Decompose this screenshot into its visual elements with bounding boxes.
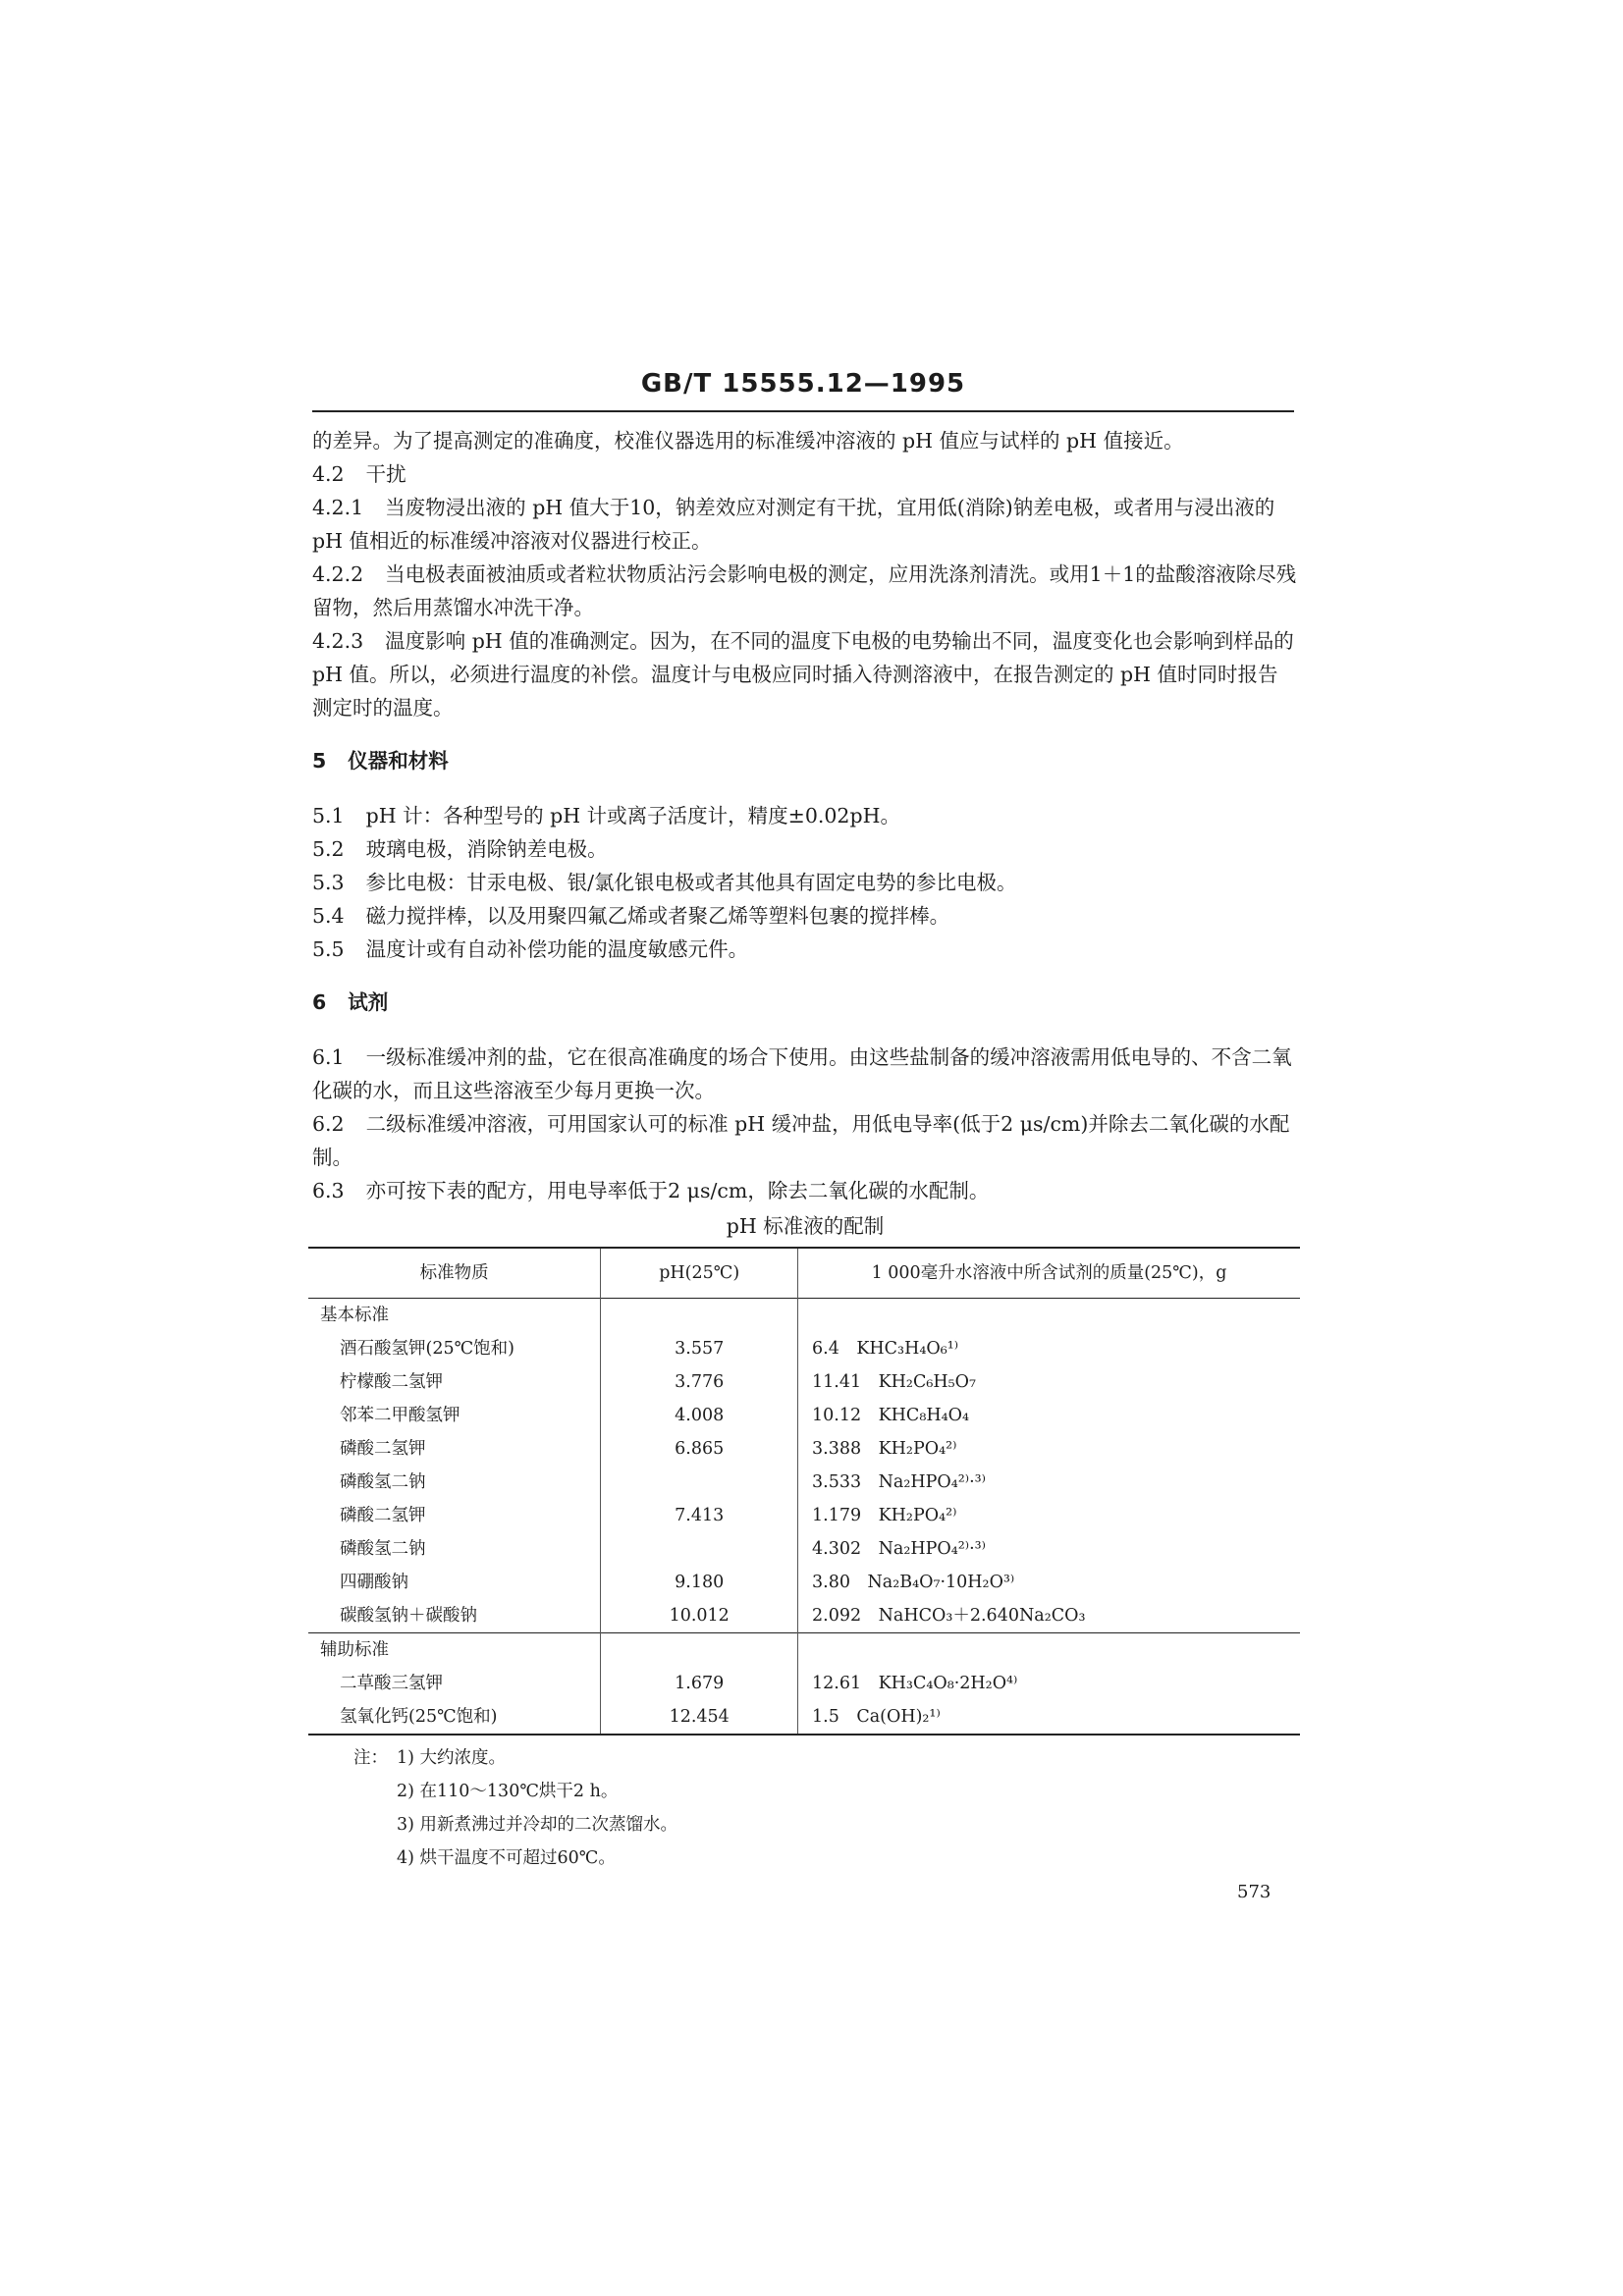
cell-mass: 3.80 Na₂B₄O₇·10H₂O³⁾ [798, 1566, 1301, 1599]
cell-mass: 4.302 Na₂HPO₄²⁾·³⁾ [798, 1532, 1301, 1566]
cell-substance: 磷酸二氢钾 [340, 1506, 426, 1525]
cell-mass: 1.179 KH₂PO₄²⁾ [798, 1499, 1301, 1532]
header-substance: 标准物质 [419, 1263, 489, 1283]
section-number: 5.2 [312, 837, 345, 861]
cell-substance: 氢氧化钙(25℃饱和) [308, 1700, 601, 1735]
cell-substance: 邻苯二甲酸氢钾 [340, 1406, 460, 1425]
cell-substance: 四硼酸钠 [340, 1573, 408, 1592]
heading-6 [312, 986, 1298, 1019]
cell-mass: 11.41 KH₂C₆H₅O₇ [798, 1365, 1301, 1399]
section-text: 一级标准缓冲剂的盐，它在很高准确度的场合下使用。由这些盐制备的缓冲溶液需用低电导的、不含二氧化碳的水，而且这些溶液至少每月更换一次。 [312, 1045, 1292, 1102]
section-number: 4.2.2 [312, 562, 364, 586]
group-label: 辅助标准 [308, 1633, 601, 1668]
table-caption: pH 标准液的配制 [726, 1214, 885, 1238]
cell-ph: 7.413 [601, 1499, 798, 1532]
table-row [308, 1399, 1300, 1432]
heading-title: 仪器和材料 [348, 749, 449, 773]
table-row [308, 1432, 1300, 1466]
cell-ph: 9.180 [601, 1566, 798, 1599]
table-row [308, 1532, 1300, 1566]
cell-mass: 2.092 NaHCO₃＋2.640Na₂CO₃ [798, 1599, 1301, 1633]
section-text: 温度计或有自动补偿功能的温度敏感元件。 [365, 937, 749, 961]
section-number: 5.5 [312, 937, 345, 961]
section-4-2 [312, 457, 1298, 491]
cell-ph: 12.454 [601, 1700, 798, 1735]
standard-number: GB/T 15555.12—1995 [640, 369, 966, 399]
paragraph-continuation: 的差异。为了提高测定的准确度，校准仪器选用的标准缓冲溶液的 pH 值应与试样的 pH 值接近。 [312, 429, 1184, 453]
header-mass: 1 000毫升水溶液中所含试剂的质量(25℃)，g [798, 1248, 1301, 1299]
cell-substance: 磷酸氢二钠 [340, 1539, 426, 1559]
note-4: 4) 烘干温度不可超过60℃。 [397, 1848, 616, 1868]
section-text: 当废物浸出液的 pH 值大于10，钠差效应对测定有干扰，宜用低(消除)钠差电极，或者用与浸出液的 pH 值相近的标准缓冲溶液对仪器进行校正。 [312, 496, 1275, 553]
header-ph: pH(25℃) [601, 1248, 798, 1299]
section-number: 5.3 [312, 871, 345, 894]
table-row [308, 1466, 1300, 1499]
section-5-1 [312, 799, 1298, 832]
section-text: 参比电极：甘汞电极、银/氯化银电极或者其他具有固定电势的参比电极。 [365, 871, 1017, 894]
cell-substance: 二草酸三氢钾 [340, 1674, 443, 1693]
section-number: 4.2.1 [312, 496, 364, 519]
section-number: 5.4 [312, 904, 345, 928]
section-text: 二级标准缓冲溶液，可用国家认可的标准 pH 缓冲盐，用低电导率(低于2 μs/cm)并除去二氧化碳的水配制。 [312, 1112, 1290, 1169]
note-text: 1) 大约浓度。 [397, 1748, 507, 1768]
heading-number: 5 [312, 749, 327, 773]
cell-substance: 磷酸氢二钠 [340, 1472, 426, 1492]
cell-substance: 柠檬酸二氢钾 [340, 1372, 443, 1392]
document-body [312, 424, 1298, 1875]
group-label: 基本标准 [320, 1306, 389, 1325]
page-number: 573 [1237, 1882, 1271, 1902]
table-row [308, 1499, 1300, 1532]
cell-mass: 1.5 Ca(OH)₂¹⁾ [798, 1700, 1301, 1735]
note-2: 2) 在110～130℃烘干2 h。 [397, 1782, 619, 1801]
heading-5 [312, 744, 1298, 777]
ph-standard-table [308, 1247, 1300, 1735]
section-6-3 [312, 1174, 1298, 1207]
cell-ph: 6.865 [601, 1432, 798, 1466]
group-row [308, 1633, 1300, 1668]
section-6-1 [312, 1041, 1298, 1107]
cell-mass: 3.533 Na₂HPO₄²⁾·³⁾ [798, 1466, 1301, 1499]
section-4-2-3 [312, 624, 1298, 724]
table-row [308, 1599, 1300, 1633]
heading-number: 6 [312, 990, 327, 1014]
note-3: 3) 用新煮沸过并冷却的二次蒸馏水。 [397, 1815, 678, 1835]
cell-substance: 碳酸氢钠＋碳酸钠 [340, 1606, 477, 1626]
cell-ph: 4.008 [601, 1399, 798, 1432]
cell-ph: 1.679 [601, 1667, 798, 1700]
section-4-2-2 [312, 558, 1298, 624]
section-6-2 [312, 1107, 1298, 1174]
cell-ph [601, 1532, 798, 1566]
section-5-2 [312, 832, 1298, 866]
section-text: 当电极表面被油质或者粒状物质沾污会影响电极的测定，应用洗涤剂清洗。或用1＋1的盐酸溶液除尽残留物，然后用蒸馏水冲洗干净。 [312, 562, 1297, 619]
section-number: 5.1 [312, 804, 345, 828]
table-row [308, 1700, 1300, 1735]
table-row [308, 1667, 1300, 1700]
section-number: 6.3 [312, 1179, 345, 1202]
cell-ph: 3.776 [601, 1365, 798, 1399]
table-notes [312, 1741, 1298, 1875]
cell-substance: 磷酸二氢钾 [340, 1439, 426, 1459]
section-text: 玻璃电极，消除钠差电极。 [365, 837, 608, 861]
heading-title: 试剂 [348, 990, 389, 1014]
cell-mass: 10.12 KHC₈H₄O₄ [798, 1399, 1301, 1432]
section-number: 4.2 [312, 462, 345, 486]
cell-ph: 3.557 [601, 1332, 798, 1365]
note-1 [312, 1741, 1298, 1775]
section-title: 干扰 [365, 462, 406, 486]
section-4-2-1 [312, 491, 1298, 558]
cell-ph: 10.012 [601, 1599, 798, 1633]
section-5-3 [312, 866, 1298, 899]
section-5-5 [312, 933, 1298, 966]
table-row [308, 1332, 1300, 1365]
document-header [312, 365, 1294, 412]
cell-ph [601, 1466, 798, 1499]
section-number: 6.1 [312, 1045, 345, 1069]
cell-mass: 3.388 KH₂PO₄²⁾ [798, 1432, 1301, 1466]
section-5-4 [312, 899, 1298, 933]
section-text: 磁力搅拌棒，以及用聚四氟乙烯或者聚乙烯等塑料包裹的搅拌棒。 [365, 904, 950, 928]
table-header-row [308, 1248, 1300, 1299]
cell-mass: 12.61 KH₃C₄O₈·2H₂O⁴⁾ [798, 1667, 1301, 1700]
notes-label: 注： [353, 1748, 388, 1768]
section-text: 亦可按下表的配方，用电导率低于2 μs/cm，除去二氧化碳的水配制。 [365, 1179, 990, 1202]
cell-substance: 酒石酸氢钾(25℃饱和) [340, 1339, 514, 1359]
cell-mass: 6.4 KHC₃H₄O₆¹⁾ [798, 1332, 1301, 1365]
group-row [308, 1299, 1300, 1333]
section-number: 4.2.3 [312, 629, 364, 653]
section-number: 6.2 [312, 1112, 345, 1136]
section-text: 温度影响 pH 值的准确测定。因为，在不同的温度下电极的电势输出不同，温度变化也会影响到样品的 pH 值。所以，必须进行温度的补偿。温度计与电极应同时插入待测溶液中，在报告测定的 pH 值时同时报告测定时的温度。 [312, 629, 1294, 720]
table-row [308, 1566, 1300, 1599]
section-text: pH 计：各种型号的 pH 计或离子活度计，精度±0.02pH。 [365, 804, 900, 828]
table-row [308, 1365, 1300, 1399]
